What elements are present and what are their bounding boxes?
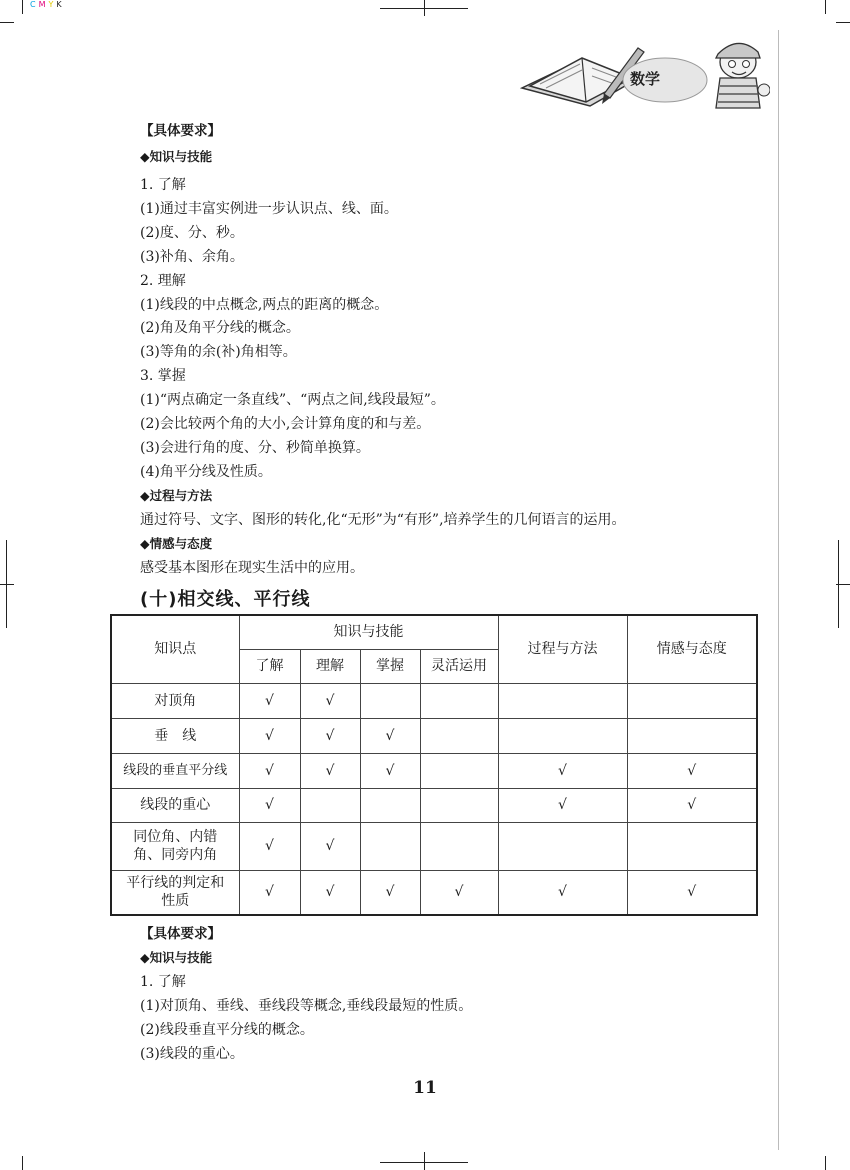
list-item: (1)通过丰富实例进一步认识点、线、面。: [140, 201, 398, 217]
check-cell: √: [239, 822, 300, 870]
row-label: 垂 线: [111, 718, 239, 753]
check-cell: [360, 683, 420, 718]
list-item: (1)“两点确定一条直线”、“两点之间,线段最短”。: [140, 392, 445, 408]
level-heading: 1. 了解: [140, 177, 186, 193]
list-item: (1)对顶角、垂线、垂线段等概念,垂线段最短的性质。: [140, 998, 473, 1014]
row-label: 同位角、内错角、同旁内角: [111, 822, 239, 870]
check-cell: [498, 718, 627, 753]
check-cell: √: [360, 870, 420, 915]
check-cell: [627, 683, 757, 718]
row-label: 线段的重心: [111, 788, 239, 822]
check-cell: [498, 822, 627, 870]
table-row: [111, 753, 757, 788]
crop-mark: [22, 1156, 23, 1170]
check-cell: √: [239, 718, 300, 753]
check-cell: √: [300, 870, 360, 915]
crop-mark: [22, 0, 23, 14]
subheader-apply: 灵活运用: [420, 649, 498, 683]
check-cell: √: [239, 788, 300, 822]
check-cell: √: [300, 753, 360, 788]
row-label: 对顶角: [111, 683, 239, 718]
crop-mark: [825, 0, 826, 14]
check-cell: [627, 822, 757, 870]
process-text: 通过符号、文字、图形的转化,化“无形”为“有形”,培养学生的几何语言的运用。: [140, 512, 626, 528]
subject-label: 数学: [630, 70, 661, 88]
table-row: [111, 870, 757, 915]
row-label: 平行线的判定和性质: [111, 870, 239, 915]
page-edge-rule: [778, 30, 779, 1150]
check-cell: √: [239, 753, 300, 788]
subheader-comprehend: 理解: [300, 649, 360, 683]
attitude-heading: ◆情感与态度: [140, 536, 213, 551]
crop-mark: [825, 1156, 826, 1170]
check-cell: [360, 822, 420, 870]
crop-mark: [0, 584, 14, 585]
list-item: (3)会进行角的度、分、秒简单换算。: [140, 440, 370, 456]
check-cell: √: [627, 788, 757, 822]
crop-mark: [836, 22, 850, 23]
cmyk-m: M: [38, 0, 47, 9]
cmyk-c: C: [30, 0, 37, 9]
check-cell: [420, 683, 498, 718]
crop-mark: [0, 22, 14, 23]
table-row: [111, 822, 757, 870]
check-cell: √: [627, 753, 757, 788]
requirements-heading: 【具体要求】: [140, 123, 221, 139]
check-cell: √: [360, 718, 420, 753]
row-label: 线段的垂直平分线: [111, 753, 239, 788]
level-heading: 3. 掌握: [140, 368, 186, 384]
table-row: [111, 683, 757, 718]
check-cell: √: [498, 753, 627, 788]
knowledge-skills-heading: ◆知识与技能: [140, 950, 213, 965]
check-cell: [627, 718, 757, 753]
check-cell: √: [239, 870, 300, 915]
check-cell: √: [360, 753, 420, 788]
list-item: (3)等角的余(补)角相等。: [140, 344, 297, 360]
cmyk-y: Y: [48, 0, 55, 9]
table-row: [111, 718, 757, 753]
level-heading: 2. 理解: [140, 273, 186, 289]
list-item: (2)会比较两个角的大小,会计算角度的和与差。: [140, 416, 431, 432]
requirements-table: [110, 614, 758, 916]
subheader-understand: 了解: [239, 649, 300, 683]
check-cell: √: [239, 683, 300, 718]
cmyk-marks: [30, 0, 65, 9]
page-number: 11: [413, 1078, 437, 1098]
list-item: (2)线段垂直平分线的概念。: [140, 1022, 314, 1038]
knowledge-skills-heading: ◆知识与技能: [140, 149, 213, 164]
check-cell: [498, 683, 627, 718]
check-cell: √: [498, 788, 627, 822]
list-item: (3)补角、余角。: [140, 249, 244, 265]
check-cell: [360, 788, 420, 822]
check-cell: [420, 788, 498, 822]
list-item: (3)线段的重心。: [140, 1046, 244, 1062]
check-cell: √: [498, 870, 627, 915]
crop-mark: [424, 1152, 425, 1170]
section-title: (十)相交线、平行线: [140, 589, 311, 610]
check-cell: [420, 822, 498, 870]
check-cell: [420, 718, 498, 753]
header-attitude: 情感与态度: [627, 615, 757, 683]
header-knowledge-point: 知识点: [111, 615, 239, 683]
table-row: [111, 788, 757, 822]
check-cell: √: [300, 718, 360, 753]
check-cell: √: [300, 683, 360, 718]
check-cell: √: [627, 870, 757, 915]
crop-mark: [836, 584, 850, 585]
list-item: (1)线段的中点概念,两点的距离的概念。: [140, 297, 389, 313]
check-cell: [300, 788, 360, 822]
check-cell: √: [420, 870, 498, 915]
check-cell: [420, 753, 498, 788]
list-item: (2)度、分、秒。: [140, 225, 244, 241]
check-cell: √: [300, 822, 360, 870]
list-item: (2)角及角平分线的概念。: [140, 320, 300, 336]
requirements-heading: 【具体要求】: [140, 926, 221, 942]
level-heading: 1. 了解: [140, 974, 186, 990]
header-illustration: [520, 28, 770, 110]
header-process-methods: 过程与方法: [498, 615, 627, 683]
subheader-master: 掌握: [360, 649, 420, 683]
list-item: (4)角平分线及性质。: [140, 464, 272, 480]
attitude-text: 感受基本图形在现实生活中的应用。: [140, 560, 364, 576]
crop-mark: [424, 0, 425, 16]
process-methods-heading: ◆过程与方法: [140, 488, 213, 503]
header-knowledge-skills: 知识与技能: [239, 615, 498, 649]
cmyk-k: K: [56, 0, 63, 9]
